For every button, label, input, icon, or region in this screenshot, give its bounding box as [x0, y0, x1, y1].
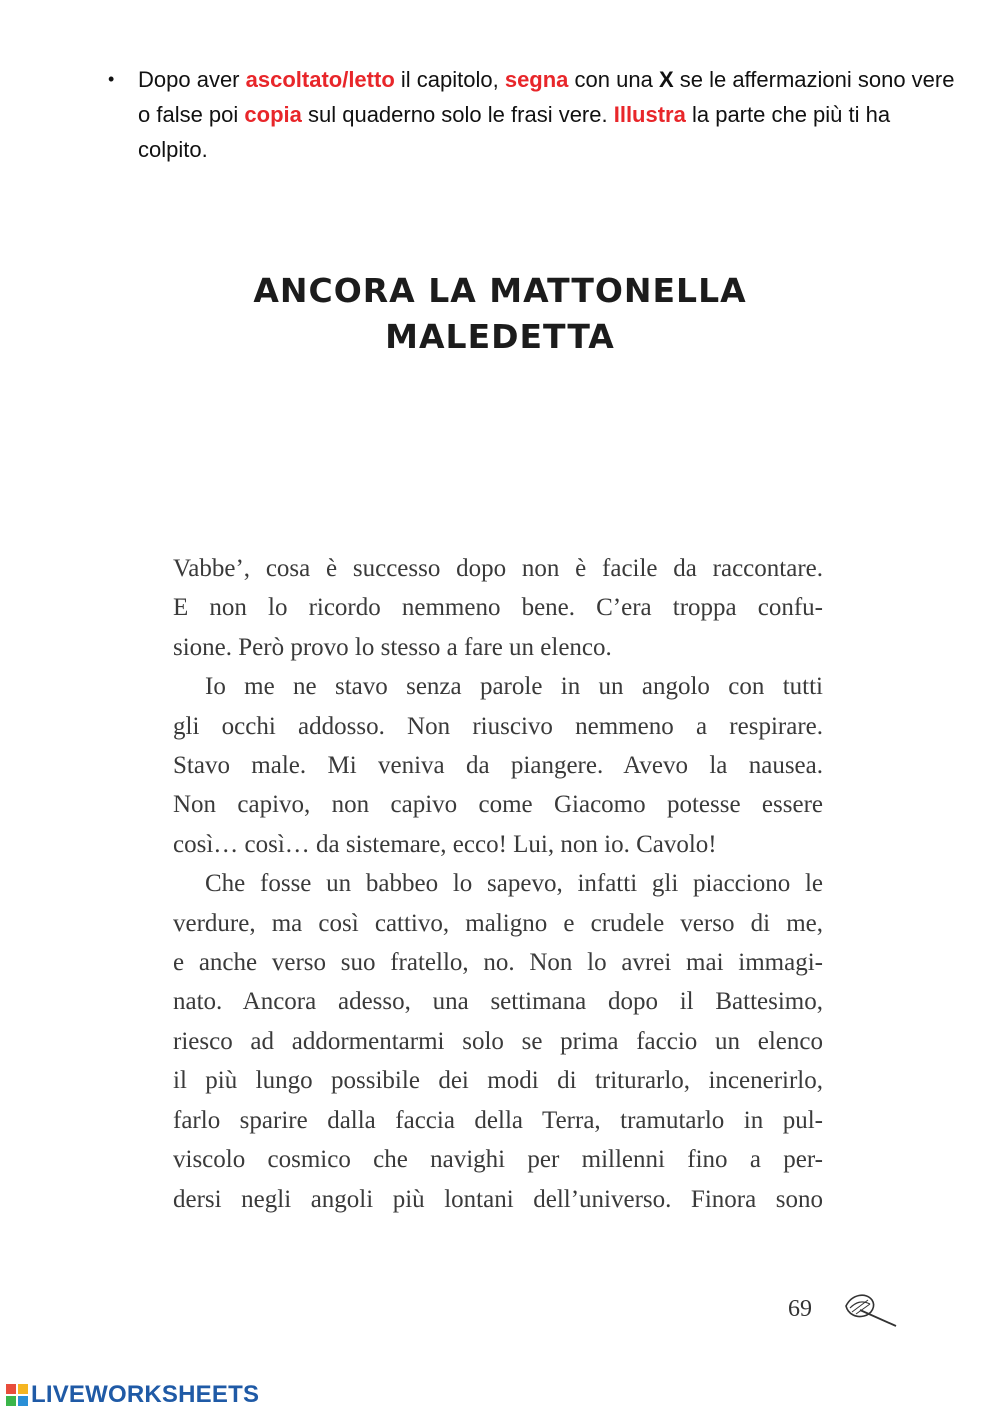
instruction-segment: la parte che più ti ha colpito. [138, 102, 891, 162]
text-line: Che fosse un babbeo lo sapevo, infatti gli piacciono le [205, 870, 823, 898]
chapter-title-line-1: ANCORA LA MATTONELLA [253, 271, 747, 310]
instruction-segment: se le affermazioni sono vere o false poi [138, 67, 955, 127]
text-line: nato. Ancora adesso, una settimana dopo il Battesimo, [173, 988, 823, 1016]
bullet-icon: • [108, 69, 115, 89]
liveworksheets-logo [6, 1380, 259, 1410]
instruction-segment: Dopo aver [138, 67, 246, 92]
text-line: Vabbe’, cosa è successo dopo non è facile da raccontare. [173, 555, 823, 582]
text-line: riesco ad addormentarmi solo se prima faccio un elenco [173, 1027, 823, 1055]
text-line: dersi negli angoli più lontani dell’universo. Finora sono [173, 1185, 823, 1213]
text-line: sione. Però provo lo stesso a fare un elenco. [173, 633, 612, 661]
instruction-segment: copia [244, 102, 302, 127]
instruction-segment: sul quaderno solo le frasi vere. [301, 102, 614, 127]
brand-name: LIVEWORKSHEETS [31, 1381, 260, 1408]
text-line: viscolo cosmico che navighi per millenni fino a per- [173, 1146, 823, 1174]
instruction-segment: il capitolo, [394, 67, 505, 92]
liveworksheets-logo-icon [6, 1384, 28, 1406]
instruction-segment: Illustra [613, 102, 686, 127]
instruction-segment: ascoltato/letto [245, 67, 395, 92]
text-line: così… così… da sistemare, ecco! Lui, non io. Cavolo! [173, 830, 717, 858]
text-line: e anche verso suo fratello, no. Non lo avrei mai immagi- [173, 949, 823, 977]
feather-quill-icon [842, 1288, 898, 1328]
book-text [173, 549, 823, 1219]
text-line: Non capivo, non capivo come Giacomo potesse essere [173, 791, 823, 819]
text-line: gli occhi addosso. Non riuscivo nemmeno a respirare. [173, 712, 823, 740]
page-number: 69 [788, 1296, 812, 1322]
instruction-segment: con una [568, 67, 659, 92]
chapter-title-line-2: MALEDETTA [385, 317, 615, 356]
text-line: Io me ne stavo senza parole in un angolo con tutti [205, 673, 823, 701]
instructions-text [138, 62, 958, 167]
text-line: farlo sparire dalla faccia della Terra, tramutarlo in pul- [173, 1106, 823, 1134]
instruction-segment: X [658, 67, 674, 92]
text-line: E non lo ricordo nemmeno bene. C’era troppa confu- [173, 594, 823, 622]
instruction-segment: segna [504, 67, 569, 92]
text-line: Stavo male. Mi veniva da piangere. Avevo la nausea. [173, 752, 823, 780]
chapter-title [200, 268, 800, 360]
instructions [108, 62, 958, 167]
text-line: il più lungo possibile dei modi di triturarlo, incenerirlo, [173, 1067, 823, 1095]
text-line: verdure, ma così cattivo, maligno e crudele verso di me, [173, 909, 823, 937]
